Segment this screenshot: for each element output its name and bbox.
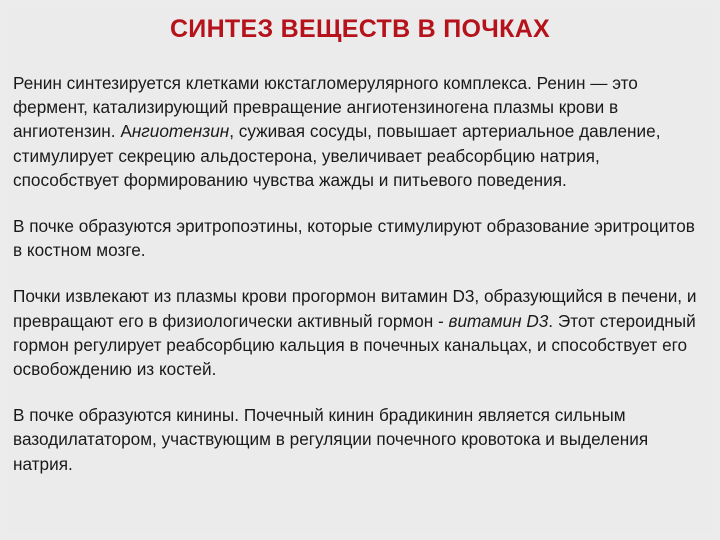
renin-text-1: Ренин синтезируется клетками юкстагломерулярного комплекса. Ренин — это фермент, катализирующий превращение ангиотензиногена плазмы крови в ангиотензин. А (13, 73, 638, 142)
vitamin-text-1: Почки извлекают из плазмы крови прогормон витамин D3, образующийся в печени, и превращают его в физиологически активный гормон - (13, 286, 697, 331)
slide-content (13, 71, 707, 498)
renin-text-2: , суживая сосуды, повышает артериальное давление, стимулирует секрецию альдостерона, увеличивает реабсорбцию натрия, способствует формированию чувства жажды и питьевого поведения. (13, 121, 661, 190)
paragraph-erythropoietin: В почке образуются эритропоэтины, которые стимулируют образование эритроцитов в костном мозге. (13, 216, 695, 261)
slide-title: СИНТЕЗ ВЕЩЕСТВ В ПОЧКАХ (169, 15, 551, 43)
vitamin-text-2: . Этот стероидный гормон регулирует реабсорбцию кальция в почечных канальцах, и способствует его освобождению из костей. (13, 310, 696, 380)
vitamin-text-italic: витамин D3 (448, 310, 549, 331)
slide (7, 7, 713, 533)
paragraph-renin (13, 71, 707, 192)
paragraph-kinins: В почке образуются кинины. Почечный кинин брадикинин является сильным вазодилататором, участвующим в регуляции почечного кровотока и выделения натрия. (13, 405, 649, 474)
paragraph-vitamin-d3 (13, 284, 707, 381)
renin-text-italic: нгиотензин (131, 121, 230, 142)
